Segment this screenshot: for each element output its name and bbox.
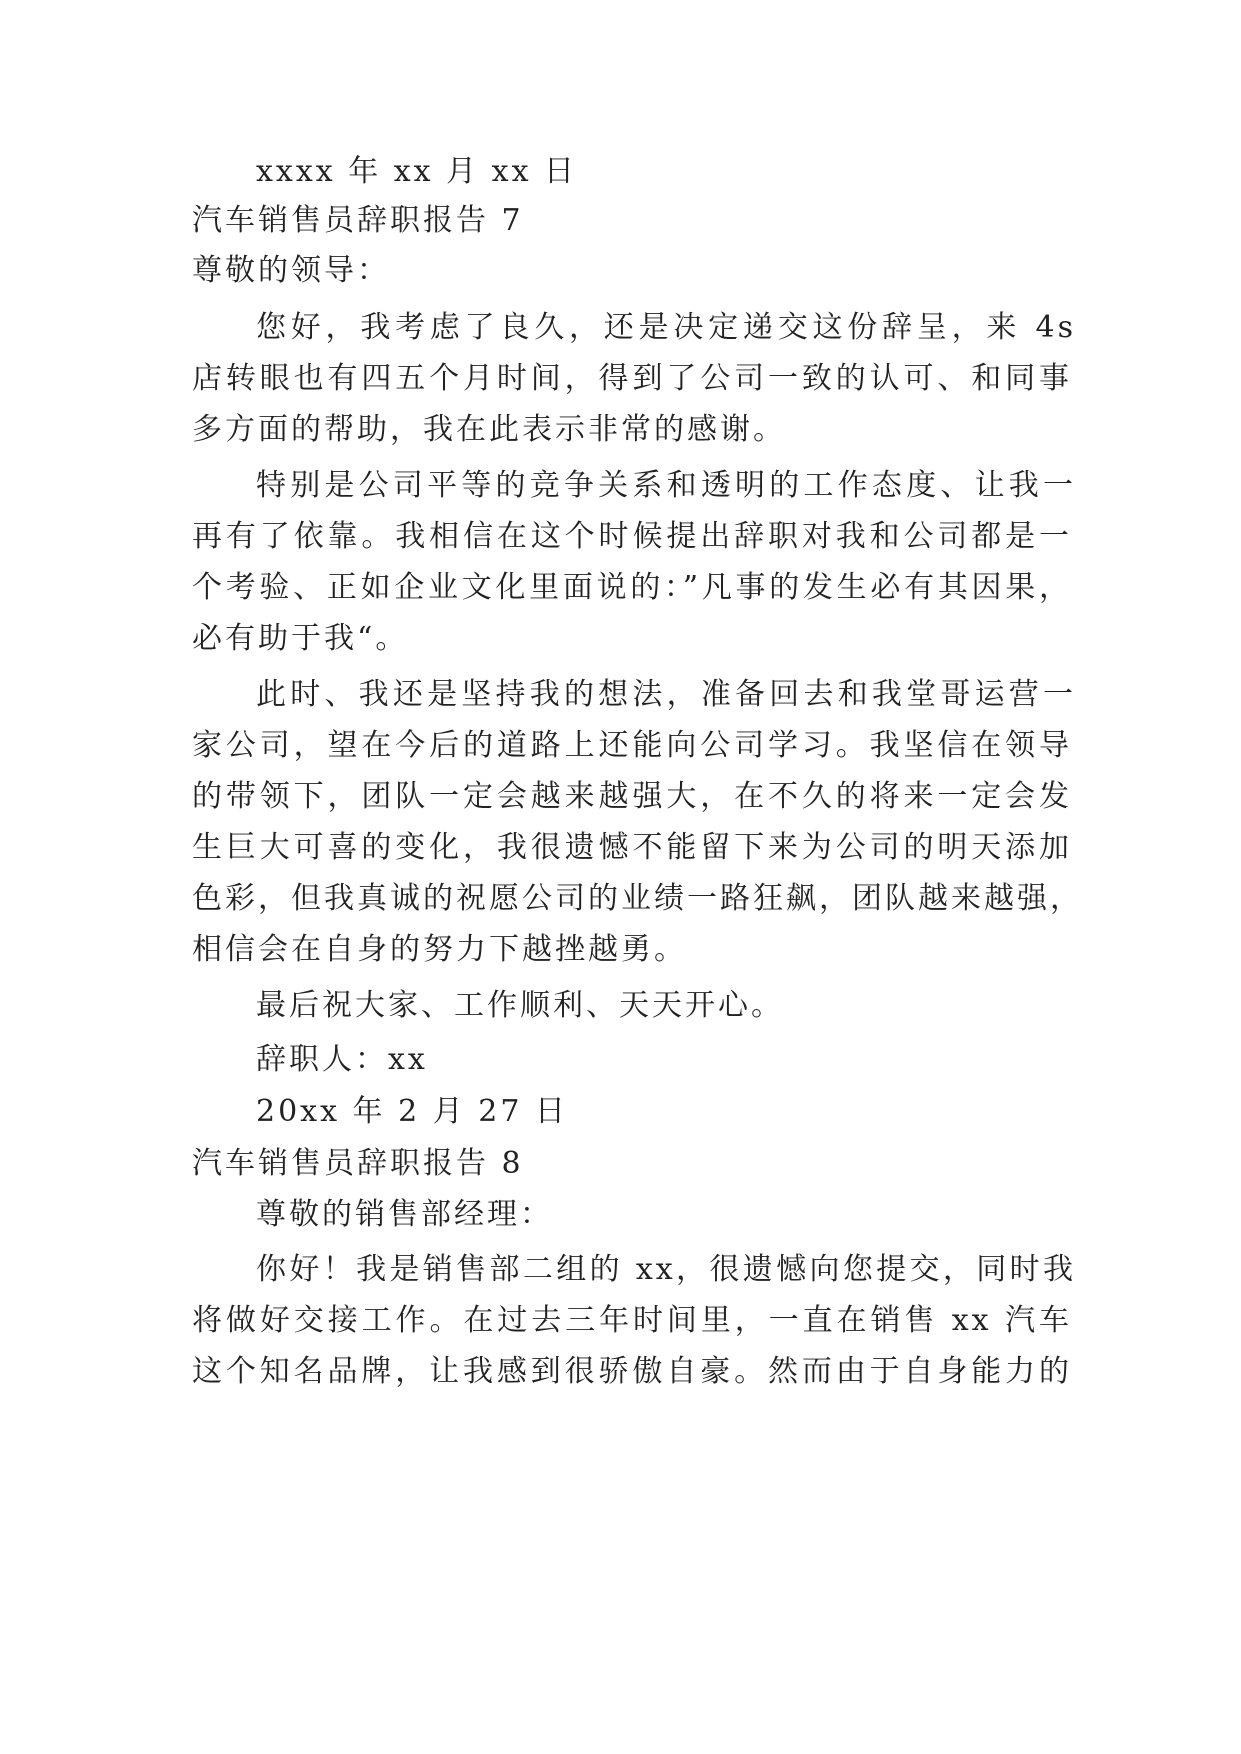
date-line: xxxx 年 xx 月 xx 日 bbox=[256, 154, 578, 189]
closing-wish: 最后祝大家、工作顺利、天天开心。 bbox=[256, 988, 784, 1023]
salutation: 尊敬的领导： bbox=[192, 253, 390, 288]
body-text-line: 此时、我还是坚持我的想法，准备回去和我堂哥运营一 bbox=[256, 677, 1076, 712]
report-title-8: 汽车销售员辞职报告 8 bbox=[192, 1146, 524, 1181]
signature-date: 20xx 年 2 月 27 日 bbox=[256, 1094, 568, 1129]
report-title-7: 汽车销售员辞职报告 7 bbox=[192, 203, 524, 238]
body-text-line: 多方面的帮助，我在此表示非常的感谢。 bbox=[192, 412, 786, 447]
body-text-line: 将做好交接工作。在过去三年时间里，一直在销售 xx 汽车 bbox=[192, 1303, 1072, 1338]
body-text-line: 店转眼也有四五个月时间，得到了公司一致的认可、和同事 bbox=[192, 361, 1072, 396]
body-text-line: 再有了依靠。我相信在这个时候提出辞职对我和公司都是一 bbox=[192, 519, 1072, 554]
salutation: 尊敬的销售部经理： bbox=[256, 1197, 553, 1232]
body-text-line: 的带领下，团队一定会越来越强大，在不久的将来一定会发 bbox=[192, 779, 1072, 814]
body-text-line: 这个知名品牌，让我感到很骄傲自豪。然而由于自身能力的 bbox=[192, 1354, 1072, 1389]
body-text-line: 生巨大可喜的变化，我很遗憾不能留下来为公司的明天添加 bbox=[192, 830, 1072, 865]
body-text-line: 色彩，但我真诚的祝愿公司的业绩一路狂飙，团队越来越强， bbox=[192, 881, 1083, 916]
body-text-line: 家公司，望在今后的道路上还能向公司学习。我坚信在领导 bbox=[192, 728, 1072, 763]
body-text-line: 特别是公司平等的竞争关系和透明的工作态度、让我一 bbox=[256, 468, 1076, 503]
body-text-line: 你好！我是销售部二组的 xx，很遗憾向您提交，同时我 bbox=[256, 1252, 1076, 1287]
body-text-line: 个考验、正如企业文化里面说的：”凡事的发生必有其因果， bbox=[192, 570, 1072, 605]
signature-line: 辞职人：xx bbox=[256, 1042, 428, 1077]
body-text-line: 您好，我考虑了良久，还是决定递交这份辞呈，来 4s bbox=[256, 310, 1076, 345]
body-text-line: 必有助于我“。 bbox=[192, 621, 409, 656]
body-text-line: 相信会在自身的努力下越挫越勇。 bbox=[192, 932, 687, 967]
